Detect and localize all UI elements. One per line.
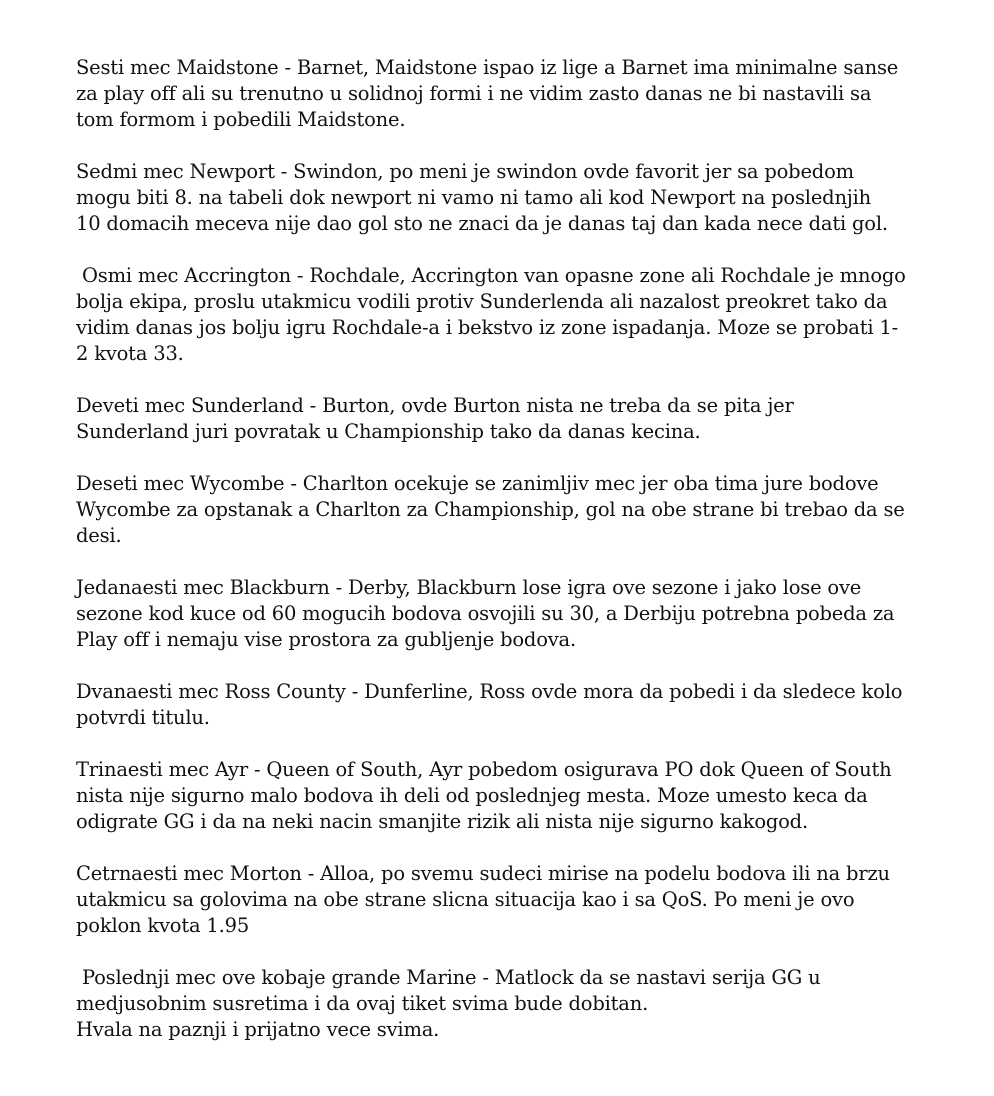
text-line: mogu biti 8. na tabeli dok newport ni vamo ni tamo ali kod Newport na poslednjih	[76, 186, 872, 209]
text-line: za play off ali su trenutno u solidnoj formi i ne vidim zasto danas ne bi nastavili sa	[76, 82, 872, 105]
text-line: potvrdi titulu.	[76, 706, 210, 729]
text-line: Deseti mec Wycombe - Charlton ocekuje se zanimljiv mec jer oba tima jure bodove	[76, 472, 879, 495]
text-line: vidim danas jos bolju igru Rochdale-a i bekstvo iz zone ispadanja. Moze se probati 1-	[76, 316, 898, 339]
text-line: Hvala na paznji i prijatno vece svima.	[76, 1018, 440, 1041]
text-line: Play off i nemaju vise prostora za gubljenje bodova.	[76, 628, 576, 651]
text-line: Cetrnaesti mec Morton - Alloa, po svemu sudeci mirise na podelu bodova ili na brzu	[76, 862, 890, 885]
paragraph-match-11	[76, 575, 976, 653]
text-line: Trinaesti mec Ayr - Queen of South, Ayr pobedom osigurava PO dok Queen of South	[76, 758, 892, 781]
paragraph-match-14	[76, 861, 976, 939]
text-line: tom formom i pobedili Maidstone.	[76, 108, 406, 131]
paragraph-match-10	[76, 471, 976, 549]
paragraph-match-6	[76, 55, 976, 133]
paragraph-match-9	[76, 393, 976, 445]
text-line: Sedmi mec Newport - Swindon, po meni je swindon ovde favorit jer sa pobedom	[76, 160, 854, 183]
text-line: bolja ekipa, proslu utakmicu vodili protiv Sunderlenda ali nazalost preokret tako da	[76, 290, 888, 313]
paragraph-closing	[76, 965, 976, 1043]
paragraph-match-13	[76, 757, 976, 835]
paragraph-match-8	[76, 263, 976, 367]
text-line: nista nije sigurno malo bodova ih deli od poslednjeg mesta. Moze umesto keca da	[76, 784, 868, 807]
text-line: poklon kvota 1.95	[76, 914, 250, 937]
text-line: desi.	[76, 524, 122, 547]
paragraph-match-7	[76, 159, 976, 237]
document-body	[76, 55, 976, 1069]
text-line: sezone kod kuce od 60 mogucih bodova osvojili su 30, a Derbiju potrebna pobeda za	[76, 602, 895, 625]
text-line: odigrate GG i da na neki nacin smanjite rizik ali nista nije sigurno kakogod.	[76, 810, 808, 833]
text-line: medjusobnim susretima i da ovaj tiket svima bude dobitan.	[76, 992, 649, 1015]
text-line: Dvanaesti mec Ross County - Dunferline, Ross ovde mora da pobedi i da sledece kolo	[76, 680, 903, 703]
text-line: Jedanaesti mec Blackburn - Derby, Blackburn lose igra ove sezone i jako lose ove	[76, 576, 862, 599]
text-line: Sunderland juri povratak u Championship tako da danas kecina.	[76, 420, 701, 443]
text-line: 2 kvota 33.	[76, 342, 184, 365]
text-line: Osmi mec Accrington - Rochdale, Accrington van opasne zone ali Rochdale je mnogo	[76, 264, 906, 287]
text-line: Sesti mec Maidstone - Barnet, Maidstone ispao iz lige a Barnet ima minimalne sanse	[76, 56, 899, 79]
text-line: utakmicu sa golovima na obe strane slicna situacija kao i sa QoS. Po meni je ovo	[76, 888, 855, 911]
text-line: Deveti mec Sunderland - Burton, ovde Burton nista ne treba da se pita jer	[76, 394, 794, 417]
text-line: 10 domacih meceva nije dao gol sto ne znaci da je danas taj dan kada nece dati gol.	[76, 212, 888, 235]
text-line: Wycombe za opstanak a Charlton za Championship, gol na obe strane bi trebao da se	[76, 498, 905, 521]
paragraph-match-12	[76, 679, 976, 731]
text-line: Poslednji mec ove kobaje grande Marine - Matlock da se nastavi serija GG u	[76, 966, 821, 989]
